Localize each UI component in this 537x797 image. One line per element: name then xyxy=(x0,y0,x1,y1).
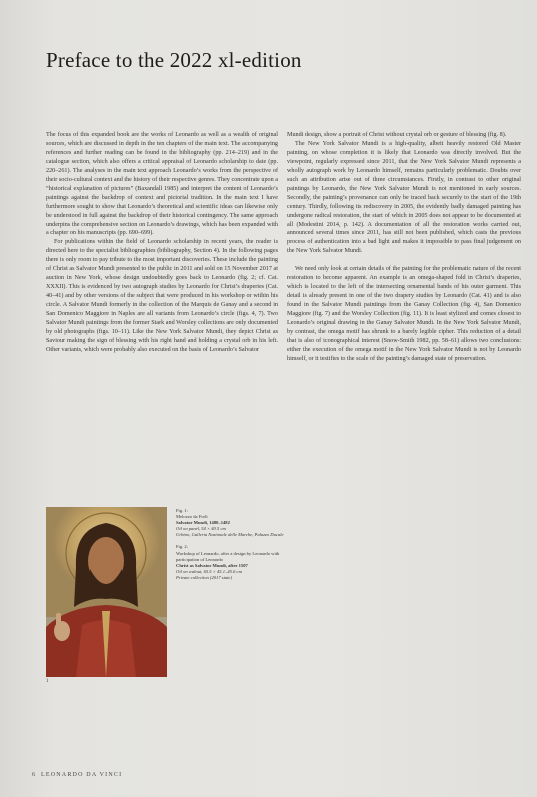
caption-label: Fig. 2: xyxy=(176,544,188,550)
figure-number: 1 xyxy=(46,679,49,684)
caption-fig-2 xyxy=(176,544,286,581)
text-column-left xyxy=(46,131,278,355)
text-column-right xyxy=(287,131,521,364)
page-title: Preface to the 2022 xl-edition xyxy=(46,48,302,72)
figure-captions xyxy=(176,508,286,587)
painting-illustration xyxy=(46,507,167,677)
caption-location: Urbino, Galleria Nazionale delle Marche, Palazzo Ducale xyxy=(176,532,284,538)
caption-fig-1 xyxy=(176,508,286,538)
page-number: 6 xyxy=(32,772,35,778)
paragraph: Mundi design, show a portrait of Christ without crystal orb or gesture of blessing (fig. 8). xyxy=(287,132,507,138)
caption-medium: Oil on panel, 54 × 40.5 cm xyxy=(176,526,226,532)
caption-artist: Workshop of Leonardo, after a design by Leonardo with participation of Leonardo xyxy=(176,550,280,562)
paragraph: The New York Salvator Mundi is a high-quality, albeit heavily restored Old Master painting, on whose completion it is likely that Leonardo was directly involved. But the viewpoint, regularly expressed since 2011, that the New York Salvator Mundi represents a wholly autograph work by Leonardo himself, remains particularly problematic. Doubts over such an attribution arise out of three circumstances. Firstly, in contrast to other original paintings by Leonardo, the New York Salvator Mundi is not mentioned in early sources. Secondly, the painting’s provenance can only be traced back securely to the start of the 19th century. Thirdly, following its rediscovery in 2005, the evidently badly damaged painting has undergone radical restoration, the start of which in 2005 does not appear to be documented at all (Modestini 2014, p. 142). A documentation of all the restoration works carried out, announced several times since 2011, has still not been published, which casts the previous process of authentication into a bad light and makes it impossible to pass final judgement on the New York Salvator Mundi. xyxy=(287,140,521,255)
caption-title: Christ as Salvator Mundi, after 1507 xyxy=(176,562,248,568)
caption-artist: Melozzo da Forlì xyxy=(176,514,208,520)
caption-label: Fig. 1: xyxy=(176,508,188,513)
paragraph: The focus of this expanded book are the works of Leonardo as well as a wealth of original sources, which are discussed in depth in the ten chapters of the main text. The accompanying references and further reading can be found in the bibliography (pp. 214–219) and in the catalogue section, which also offers a critical appraisal of Leonardo scholarship to date (pp. 220–261). The analyses in the main text approach Leonardo’s works from the perspective of their socio-cultural context and the history of their respective genres. They concentrate upon a “historical explanation of pictures” (Baxandall 1985) and interpret the content of Leonardo’s paintings against the backdrop of context and pictorial tradition. In the main text I have furthermore sought to show that Leonardo’s theoretical and scientific ideas can likewise only be understood in full against the backdrop of their historical contingency. The same approach underpins the comprehensive section on Leonardo’s drawings, which has been expanded with a chapter on his manuscripts (pp. 690–699). xyxy=(46,132,278,237)
caption-medium: Oil on walnut, 65.5 × 45.1–45.6 cm xyxy=(176,568,242,574)
salvator-mundi-painting xyxy=(46,507,167,677)
caption-location: Private collection (2017 state) xyxy=(176,574,233,580)
paragraph: For publications within the field of Leonardo scholarship in recent years, the reader is directed here to the specialist bibliographies (bibliography, Section 4). In the following pages there is only room to pay tribute to the most important discoveries. These include the painting of Christ as Salvator Mundi presented to the public in 2011 and sold on 15 November 2017 at auction in New York, whose design undoubtedly goes back to Leonardo (fig. 2; cf. Cat. XXXII). This is evidenced by two autograph studies by Leonardo for Christ’s draperies (Cat. 40–41) and by other versions of the subject that were produced in his workshop or within his circle. A Salvator Mundi formerly in the collection of the Marquis de Ganay and a second in San Domenico Maggiore in Naples are all variants from Leonardo’s circle (figs. 4, 7). Two Salvator Mundi paintings from the former Stark and Worsley collections are only documented by old photographs (figs. 10–11). Like the New York Salvator Mundi, they depict Christ as Saviour making the sign of blessing with his right hand and holding a crystal orb in his left. Other variants, which were probably also executed on the basis of Leonardo’s Salvator xyxy=(46,239,278,353)
paragraph: We need only look at certain details of the painting for the problematic nature of the recent restoration to become apparent. An example is an omega-shaped fold in Christ’s draperies, which is located to the left of the intersecting ornamental bands of his outer garment. This detail is already present in one of the two drapery studies by Leonardo (Cat. 41) and is also found in the Salvator Mundi paintings from the Ganay Collection (fig. 4), San Domenico Maggiore (fig. 7) and the Worsley Collection (fig. 11). It is least stylized and comes closest to Leonardo’s original drawing in the Ganay Salvator Mundi. In the New York Salvator Mundi, by contrast, the omega motif has shrunk to a barely legible cipher. This reduction of a detail that is also of iconographical interest (Snow-Smith 1982, pp. 58–61) allows two conclusions: either the execution of the omega motif in the New York Salvator Mundi is not by Leonardo himself, or it testifies to the scale of the painting’s damaged state of preservation. xyxy=(287,266,521,362)
running-head: LEONARDO DA VINCI xyxy=(41,772,123,778)
caption-title: Salvator Mundi, 1480–1482 xyxy=(176,520,230,526)
page-footer xyxy=(32,772,122,778)
